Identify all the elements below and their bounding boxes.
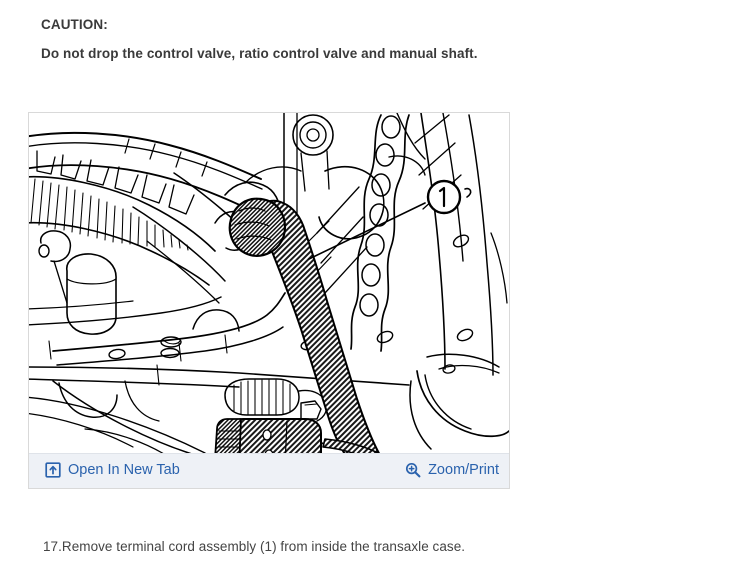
step-caption: 17.Remove terminal cord assembly (1) from inside the transaxle case. [43,539,466,554]
zoom-print-link[interactable] [405,462,499,478]
figure-toolbar [29,453,509,488]
caution-title: CAUTION: [41,17,108,32]
figure-image[interactable] [29,113,509,453]
caution-text: Do not drop the control valve, ratio control valve and manual shaft. [41,46,478,61]
open-in-new-tab-icon [45,462,61,478]
open-in-new-tab-label: Open In New Tab [68,461,180,478]
magnifier-plus-icon [405,462,421,478]
caution-block [41,16,681,62]
zoom-print-label: Zoom/Print [428,461,499,478]
open-in-new-tab-link[interactable] [45,462,180,478]
figure-panel [28,112,510,489]
transaxle-line-drawing [29,113,509,453]
